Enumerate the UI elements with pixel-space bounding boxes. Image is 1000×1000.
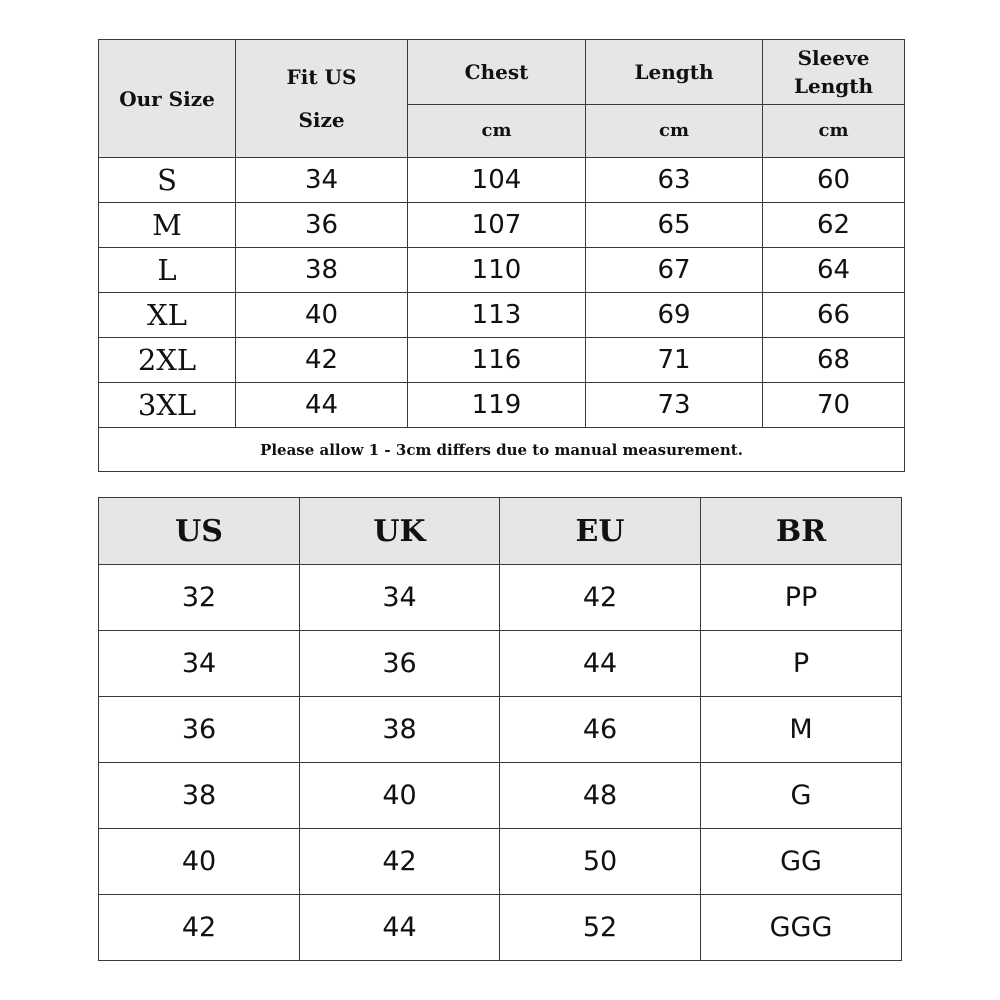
us-value: 34 — [99, 631, 300, 697]
table-row — [99, 565, 902, 631]
uk-value: 36 — [300, 631, 500, 697]
header-eu: EU — [500, 498, 701, 565]
header-length-unit: cm — [586, 105, 763, 158]
br-value: M — [701, 697, 902, 763]
br-value: GGG — [701, 895, 902, 961]
header-chest-unit: cm — [408, 105, 586, 158]
table-row — [99, 248, 905, 293]
fit-us-value: 40 — [236, 293, 408, 338]
fit-us-value: 44 — [236, 383, 408, 428]
size-label: L — [99, 248, 236, 293]
sleeve-value: 62 — [763, 203, 905, 248]
uk-value: 44 — [300, 895, 500, 961]
sleeve-value: 64 — [763, 248, 905, 293]
table-row — [99, 895, 902, 961]
length-value: 63 — [586, 158, 763, 203]
size-label: M — [99, 203, 236, 248]
size-conversion-table — [98, 497, 902, 961]
uk-value: 40 — [300, 763, 500, 829]
eu-value: 42 — [500, 565, 701, 631]
eu-value: 50 — [500, 829, 701, 895]
header-fit-us-line1: Fit US — [286, 64, 357, 89]
size-label: S — [99, 158, 236, 203]
chest-value: 116 — [408, 338, 586, 383]
fit-us-value: 38 — [236, 248, 408, 293]
us-value: 32 — [99, 565, 300, 631]
header-sleeve-length: Sleeve Length — [763, 40, 905, 105]
sleeve-value: 66 — [763, 293, 905, 338]
header-chest: Chest — [408, 40, 586, 105]
table-row — [99, 829, 902, 895]
us-value: 36 — [99, 697, 300, 763]
measurement-note: Please allow 1 - 3cm differs due to manual measurement. — [99, 428, 905, 472]
br-value: P — [701, 631, 902, 697]
header-br: BR — [701, 498, 902, 565]
uk-value: 34 — [300, 565, 500, 631]
br-value: G — [701, 763, 902, 829]
table-row — [99, 697, 902, 763]
chest-value: 110 — [408, 248, 586, 293]
length-value: 73 — [586, 383, 763, 428]
length-value: 71 — [586, 338, 763, 383]
header-sleeve-unit: cm — [763, 105, 905, 158]
sleeve-value: 70 — [763, 383, 905, 428]
table-row — [99, 293, 905, 338]
table-row — [99, 338, 905, 383]
length-value: 65 — [586, 203, 763, 248]
fit-us-value: 36 — [236, 203, 408, 248]
us-value: 38 — [99, 763, 300, 829]
header-fit-us-line2: Size — [298, 107, 345, 132]
header-length: Length — [586, 40, 763, 105]
sleeve-value: 68 — [763, 338, 905, 383]
sleeve-value: 60 — [763, 158, 905, 203]
chest-value: 104 — [408, 158, 586, 203]
eu-value: 48 — [500, 763, 701, 829]
eu-value: 52 — [500, 895, 701, 961]
size-label: 2XL — [99, 338, 236, 383]
header-us: US — [99, 498, 300, 565]
br-value: GG — [701, 829, 902, 895]
size-chart-table — [98, 39, 905, 472]
chest-value: 119 — [408, 383, 586, 428]
length-value: 69 — [586, 293, 763, 338]
br-value: PP — [701, 565, 902, 631]
table-row — [99, 383, 905, 428]
uk-value: 42 — [300, 829, 500, 895]
header-fit-us-size — [236, 40, 408, 158]
table-row — [99, 763, 902, 829]
eu-value: 44 — [500, 631, 701, 697]
length-value: 67 — [586, 248, 763, 293]
eu-value: 46 — [500, 697, 701, 763]
uk-value: 38 — [300, 697, 500, 763]
us-value: 42 — [99, 895, 300, 961]
chest-value: 107 — [408, 203, 586, 248]
table-row — [99, 203, 905, 248]
table-row — [99, 631, 902, 697]
fit-us-value: 42 — [236, 338, 408, 383]
size-label: 3XL — [99, 383, 236, 428]
chest-value: 113 — [408, 293, 586, 338]
header-uk: UK — [300, 498, 500, 565]
fit-us-value: 34 — [236, 158, 408, 203]
table-row — [99, 158, 905, 203]
header-our-size: Our Size — [99, 40, 236, 158]
size-label: XL — [99, 293, 236, 338]
us-value: 40 — [99, 829, 300, 895]
